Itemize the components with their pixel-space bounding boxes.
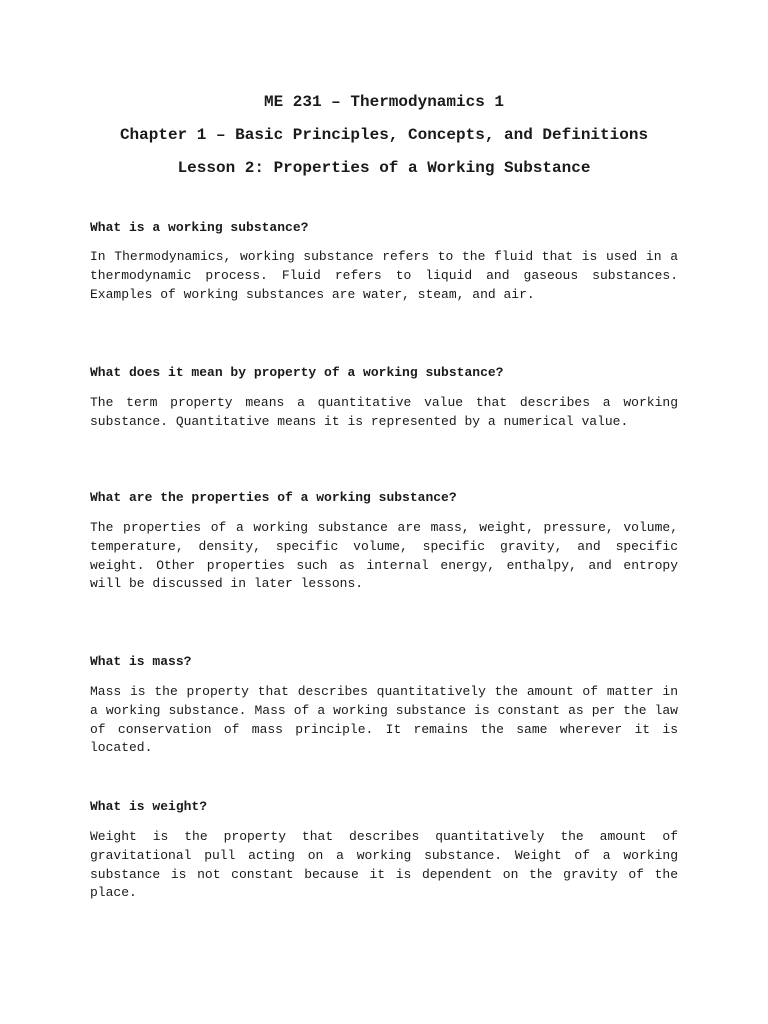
section-question-1: What is a working substance? xyxy=(90,220,309,235)
course-title: ME 231 – Thermodynamics 1 xyxy=(263,93,505,111)
section-question-4: What is mass? xyxy=(90,654,192,669)
section-answer-2: The term property means a quantitative value that describes a working substance. Quantitative means it is represented by a numerical value. xyxy=(90,395,678,429)
section-answer-1: In Thermodynamics, working substance refers to the fluid that is used in a thermodynamic process. Fluid refers to liquid and gaseous substances. Examples of working substances are water, steam, and air. xyxy=(90,249,678,302)
section-answer-5: Weight is the property that describes quantitatively the amount of gravitational pull acting on a working substance. Weight of a working substance is not constant because it is dependent on the gravity of the place. xyxy=(90,829,678,901)
section-question-2: What does it mean by property of a working substance? xyxy=(90,365,504,380)
section-answer-3: The properties of a working substance are mass, weight, pressure, volume, temperature, density, specific volume, specific gravity, and specific weight. Other properties such as internal energy, enthalpy, and entropy will be discussed in later lessons. xyxy=(90,520,678,592)
lesson-title: Lesson 2: Properties of a Working Substance xyxy=(177,159,591,177)
section-answer-4: Mass is the property that describes quantitatively the amount of matter in a working substance. Mass of a working substance is constant as per the law of conservation of mass principle. It remains the same wherever it is located. xyxy=(90,684,678,756)
chapter-title: Chapter 1 – Basic Principles, Concepts, and Definitions xyxy=(119,126,649,144)
section-question-3: What are the properties of a working substance? xyxy=(90,490,457,505)
section-question-5: What is weight? xyxy=(90,799,208,814)
